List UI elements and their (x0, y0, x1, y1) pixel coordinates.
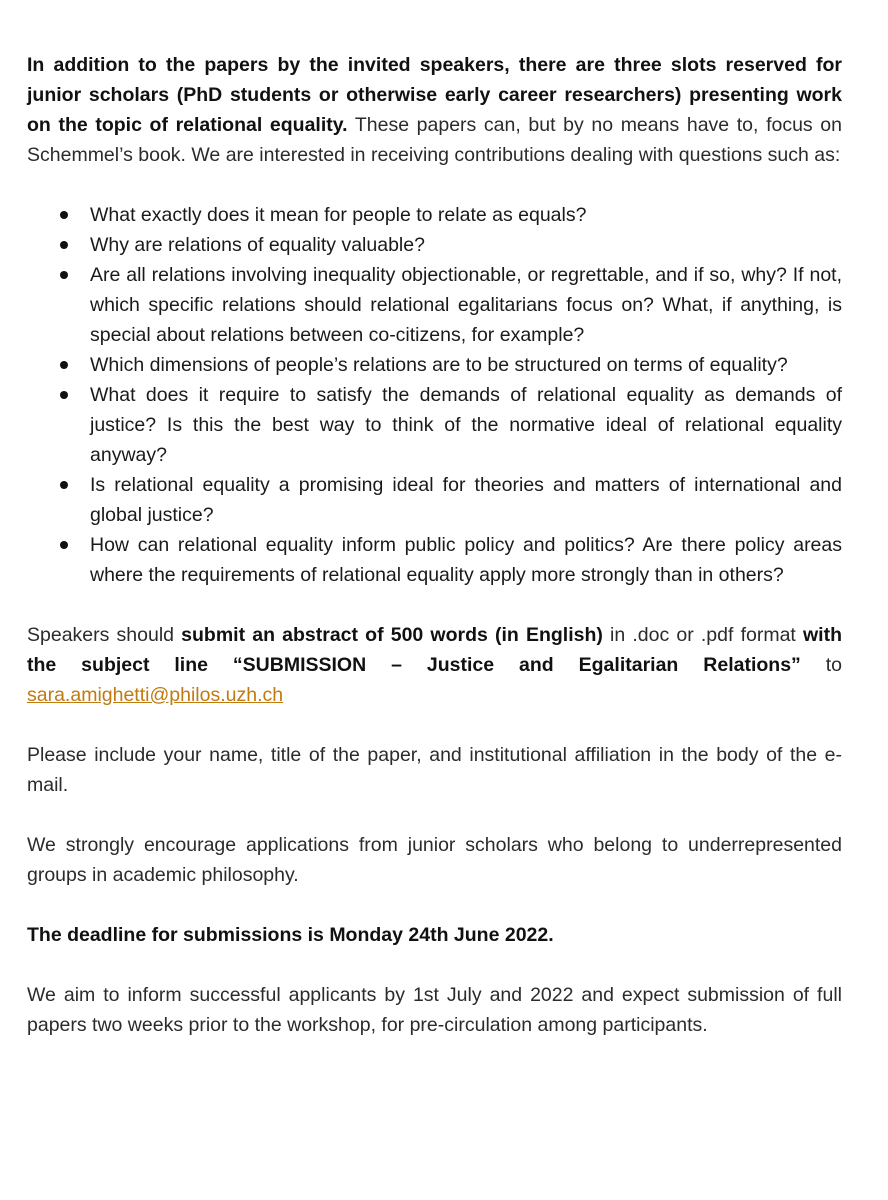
list-item (27, 380, 842, 470)
bullet-icon (60, 241, 68, 249)
question-text: Is relational equality a promising ideal for theories and matters of international and global justice? (90, 474, 842, 526)
encourage-paragraph: We strongly encourage applications from junior scholars who belong to underrepresented groups in academic philosophy. (27, 834, 842, 886)
intro-paragraph (27, 50, 842, 170)
include-info-paragraph: Please include your name, title of the paper, and institutional affiliation in the body of the e-mail. (27, 744, 842, 796)
questions-list (27, 200, 842, 590)
question-text: Which dimensions of people’s relations are to be structured on terms of equality? (90, 354, 788, 376)
submission-prefix: Speakers should (27, 624, 182, 646)
list-item (27, 200, 842, 230)
submission-bold-abstract: submit an abstract of 500 words (in English) (181, 624, 603, 646)
email-link[interactable]: sara.amighetti@philos.uzh.ch (27, 684, 284, 706)
submission-middle: in .doc or .pdf format (602, 624, 803, 646)
intro-rest-text: These papers can, but by no means have to, focus on Schemmel’s book. We are interested in receiving contributions dealing with questions such as: (27, 114, 842, 166)
intro-bold-text: In addition to the papers by the invited speakers, there are three slots reserved for junior scholars (PhD students or otherwise early career researchers) presenting work on the topic of relational equality. (27, 54, 842, 136)
bullet-icon (60, 271, 68, 279)
list-item (27, 230, 842, 260)
list-item (27, 350, 842, 380)
question-text: What exactly does it mean for people to relate as equals? (90, 204, 587, 226)
inform-paragraph: We aim to inform successful applicants by 1st July and 2022 and expect submission of full papers two weeks prior to the workshop, for pre-circulation among participants. (27, 984, 842, 1036)
list-item (27, 260, 842, 350)
submission-bold-subject: with the subject line “SUBMISSION – Justice and Egalitarian Relations” (27, 624, 842, 676)
list-item (27, 470, 842, 530)
bullet-icon (60, 541, 68, 549)
bullet-icon (60, 361, 68, 369)
question-text: What does it require to satisfy the demands of relational equality as demands of justice? Is this the best way to think of the normative ideal of relational equality anyway? (90, 384, 842, 466)
deadline-paragraph: The deadline for submissions is Monday 24th June 2022. (27, 924, 554, 946)
bullet-icon (60, 391, 68, 399)
question-text: Are all relations involving inequality objectionable, or regrettable, and if so, why? If not, which specific relations should relational egalitarians focus on? What, if anything, is special about relations between co-citizens, for example? (90, 264, 842, 346)
submission-to: to (800, 654, 842, 676)
bullet-icon (60, 211, 68, 219)
question-text: How can relational equality inform public policy and politics? Are there policy areas where the requirements of relational equality apply more strongly than in others? (90, 534, 842, 586)
list-item (27, 530, 842, 590)
bullet-icon (60, 481, 68, 489)
submission-paragraph (27, 620, 842, 710)
question-text: Why are relations of equality valuable? (90, 234, 425, 256)
